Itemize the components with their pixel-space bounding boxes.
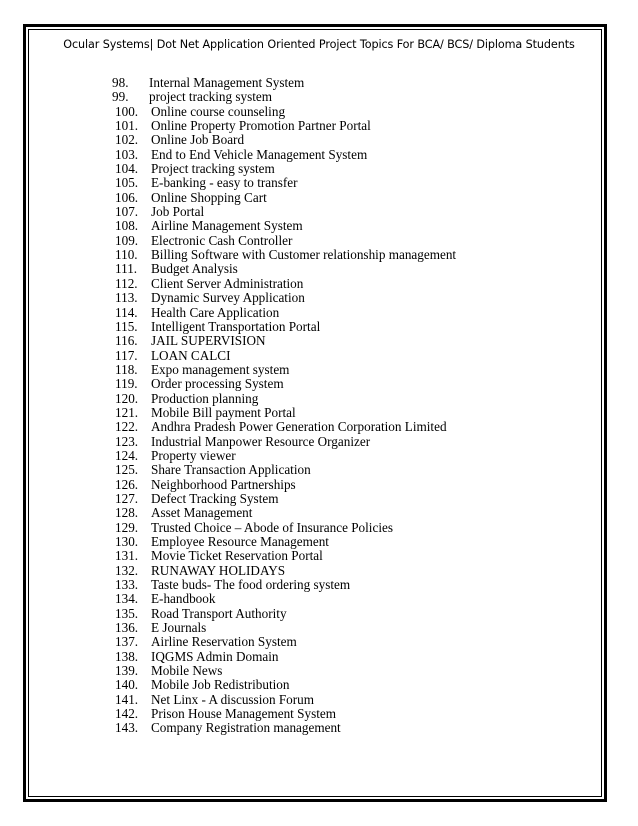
list-item-number: 122. [115,419,139,435]
list-item-number: 133. [115,577,139,593]
list-item-number: 107. [115,204,139,220]
list-item-number: 137. [115,634,139,650]
list-item-number: 110. [115,247,138,263]
page-header: Ocular Systems| Dot Net Application Oriented Project Topics For BCA/ BCS/ Diploma Students [63,38,575,51]
list-item-number: 125. [115,462,139,478]
list-item-number: 100. [115,103,139,119]
list-item-number: 112. [115,275,138,291]
list-item-title: Online Property Promotion Partner Portal [151,118,371,134]
list-item-title: JAIL SUPERVISION [151,333,266,349]
list-item-number: 98. [112,75,129,90]
list-item-title: Share Transaction Application [151,462,311,478]
list-item-title: Net Linx - A discussion Forum [151,691,315,707]
list-item-title: LOAN CALCI [151,347,231,363]
list-item-title: Job Portal [151,204,205,220]
list-item-title: E-banking - easy to transfer [151,175,298,191]
list-item-number: 138. [115,648,139,664]
list-item-title: E Journals [151,620,207,636]
list-item-title: IQGMS Admin Domain [151,648,279,664]
list-item-title: Airline Reservation System [151,634,297,650]
list-item-number: 111. [115,261,138,277]
list-item-title: Movie Ticket Reservation Portal [151,548,323,564]
list-item-title: Trusted Choice – Abode of Insurance Policies [151,519,393,535]
list-item-number: 106. [115,189,139,205]
list-item-number: 115. [115,318,138,334]
list-item-title: Billing Software with Customer relationship management [151,247,457,263]
list-item-number: 108. [115,218,139,234]
list-item-title: Intelligent Transportation Portal [151,318,321,334]
list-item-title: Mobile Bill payment Portal [151,404,296,420]
list-item-number: 113. [115,290,138,306]
page-border [23,24,607,802]
list-item-number: 101. [115,118,139,134]
list-item-number: 132. [115,562,139,578]
list-item-title: project tracking system [149,89,273,105]
list-item-number: 129. [115,519,139,535]
list-item-number: 140. [115,677,139,693]
list-item-title: Online Shopping Cart [151,189,267,205]
list-item-number: 121. [115,404,139,420]
list-item-title: Budget Analysis [151,261,238,277]
list-item-number: 131. [115,548,139,564]
list-item-number: 136. [115,620,139,636]
list-item-title: Industrial Manpower Resource Organizer [151,433,371,449]
list-item-number: 105. [115,175,139,191]
list-item-title: Expo management system [151,361,290,377]
list-item-title: Prison House Management System [151,706,336,722]
list-item-title: Airline Management System [151,218,303,234]
list-item-title: Company Registration management [151,720,341,736]
list-item-number: 128. [115,505,139,521]
list-item-title: Employee Resource Management [151,534,329,549]
list-item-title: Property viewer [151,447,236,463]
list-item-title: Defect Tracking System [151,490,279,506]
list-item-number: 141. [115,691,139,707]
list-item-title: Dynamic Survey Application [151,290,305,306]
list-item-title: Andhra Pradesh Power Generation Corporation Limited [151,419,447,435]
list-item-number: 142. [115,706,139,722]
list-item-number: 130. [115,534,139,549]
list-item-number: 102. [115,132,139,148]
list-item-number: 123. [115,433,139,449]
list-item-number: 109. [115,232,139,248]
list-item-number: 99. [112,89,129,105]
list-item-title: Project tracking system [151,161,275,177]
list-item-number: 118. [115,361,138,377]
list-item-number: 135. [115,605,139,621]
list-item-title: Online course counseling [151,103,286,119]
list-item-title: Internal Management System [149,75,305,90]
list-item-title: End to End Vehicle Management System [151,146,368,162]
list-item-title: E-handbook [151,591,216,607]
list-item-number: 124. [115,447,139,463]
list-item-number: 134. [115,591,139,607]
list-item-title: Mobile Job Redistribution [151,677,290,693]
list-item-number: 143. [115,720,139,736]
list-item-number: 114. [115,304,138,320]
list-item-number: 139. [115,663,139,679]
list-item-title: Order processing System [151,376,284,392]
list-item-title: Taste buds- The food ordering system [151,577,351,593]
list-item-number: 116. [115,333,138,349]
list-item-title: Neighborhood Partnerships [151,476,296,492]
list-item-number: 104. [115,161,139,177]
list-item-number: 103. [115,146,139,162]
list-item-title: RUNAWAY HOLIDAYS [151,562,286,578]
list-item-title: Client Server Administration [151,275,304,291]
list-item-title: Asset Management [151,505,253,521]
list-item-title: Electronic Cash Controller [151,232,293,248]
list-item-title: Road Transport Authority [151,605,287,621]
list-item-title: Online Job Board [151,132,245,148]
list-item-number: 126. [115,476,139,492]
list-item-title: Mobile News [151,663,223,679]
list-item-number: 119. [115,376,138,392]
list-item-number: 120. [115,390,139,406]
list-item-number: 117. [115,347,138,363]
list-item-number: 127. [115,490,139,506]
list-item-title: Production planning [151,390,259,406]
list-item-title: Health Care Application [151,304,280,320]
